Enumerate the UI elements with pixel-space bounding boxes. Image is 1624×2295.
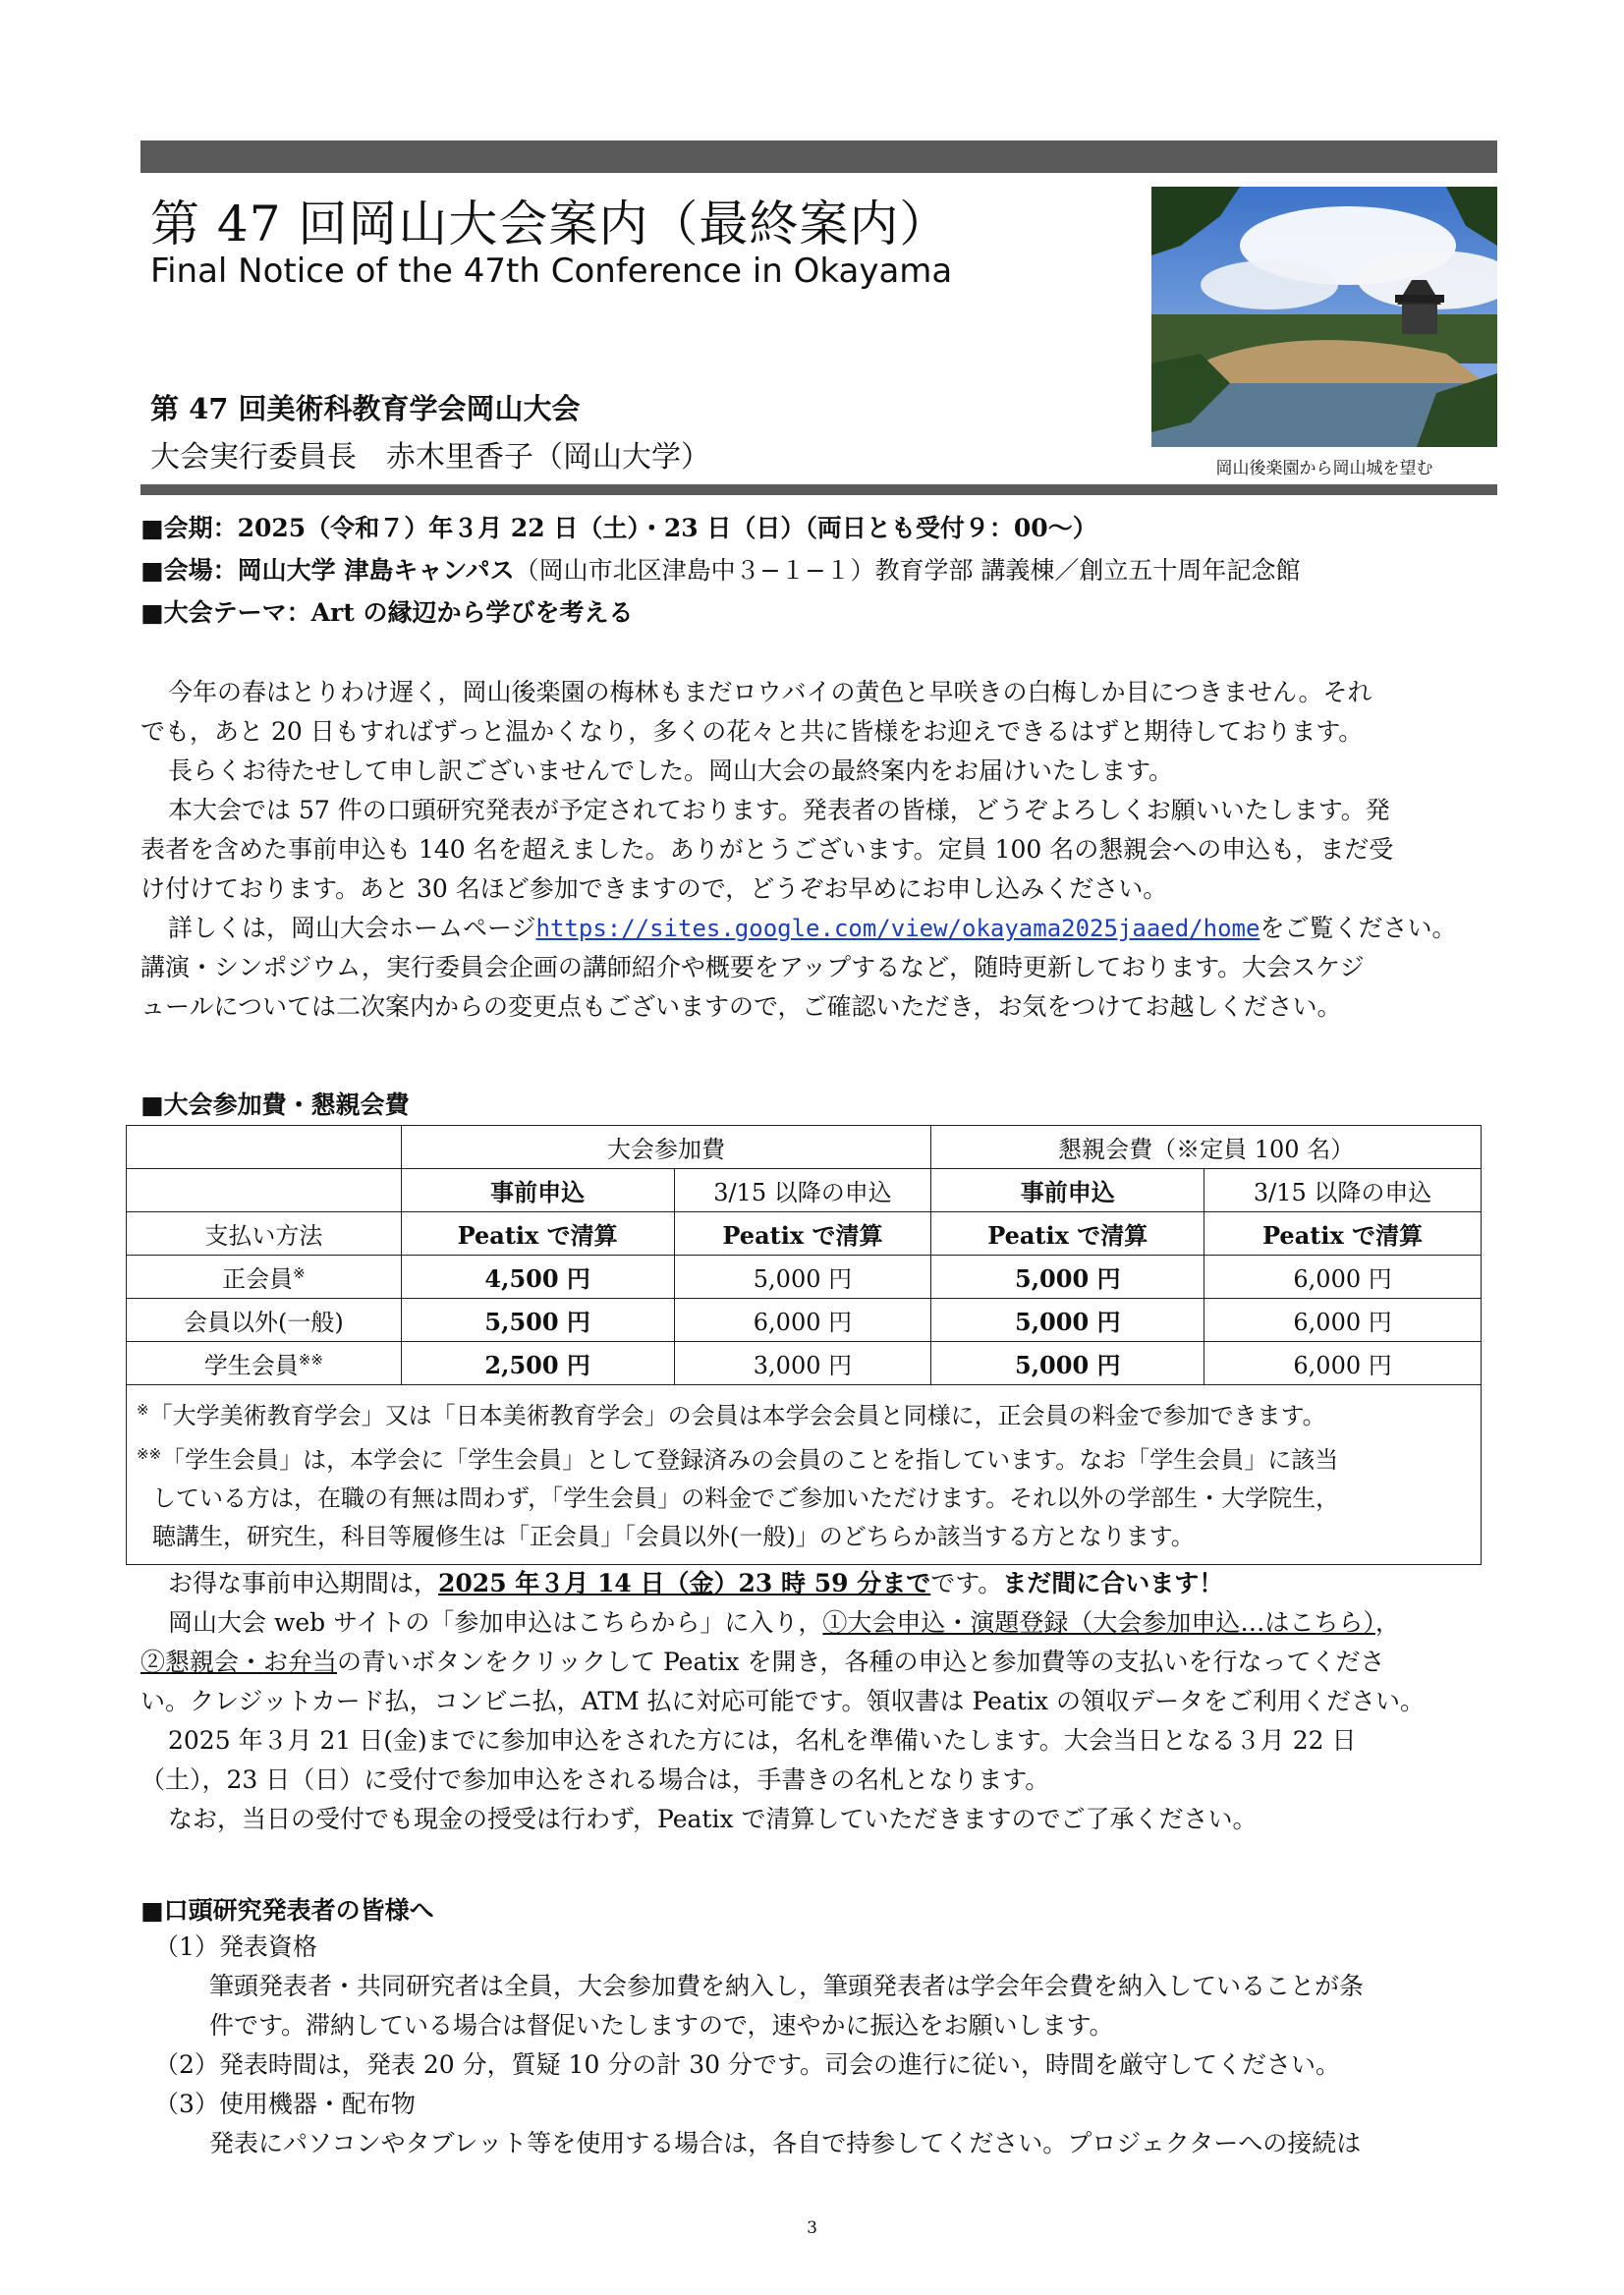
presenters-section-title: ■口頭研究発表者の皆様へ	[140, 1896, 434, 1925]
row-label: 学生会員※※	[127, 1342, 402, 1385]
conference-homepage-link[interactable]: https://sites.google.com/view/okayama2025jaaed/home	[535, 915, 1260, 942]
header-top-bar	[140, 140, 1497, 173]
col-early-reception: 事前申込	[931, 1169, 1204, 1212]
fee-value: 2,500 円	[401, 1342, 674, 1385]
header-bottom-bar	[140, 484, 1497, 495]
fee-value: 3,000 円	[674, 1342, 931, 1385]
row-label: 会員以外(一般)	[127, 1299, 402, 1342]
col-late-conference: 3/15 以降の申込	[674, 1169, 931, 1212]
table-row	[127, 1342, 1482, 1385]
fee-group-conference: 大会参加費	[401, 1126, 931, 1169]
early-deadline: 2025 年３月 14 日（金）23 時 59 分まで	[438, 1569, 931, 1597]
page-number: 3	[807, 2218, 817, 2238]
okayama-castle-photo	[1151, 187, 1497, 447]
fee-table	[126, 1125, 1482, 1565]
fee-value: 5,000 円	[931, 1256, 1204, 1299]
presenters-list: （1）発表資格 筆頭発表者・共同研究者は全員，大会参加費を納入し，筆頭発表者は学会年会費を納入していることが条 件です。滞納している場合は督促いたしますので，速やかに振込をお願いします。 （2）発表時間は，発表 20 分，質疑 10 分の計 30 分です。司会の進行に従い，時間を厳守してください。 （3）使用機器・配布物 発表にパソコンやタブレット等を使用する場合は，各自で持参してください。プロジェクターへの接続は	[154, 1932, 1365, 2157]
table-cell-empty	[127, 1126, 402, 1169]
table-row	[127, 1299, 1482, 1342]
fee-value: 5,500 円	[401, 1299, 674, 1342]
fee-notes: ※「大学美術教育学会」又は「日本美術教育学会」の会員は本学会会員と同様に，正会員の料金で参加できます。 ※※「学生会員」は，本学会に「学生会員」として登録済みの会員のことを指しています。なお「学生会員」に該当 している方は，在職の有無は問わず，「学生会員」の料金でご参加いただけます。それ以外の学部生・大学院生， 聴講生，研究生，科目等履修生は「正会員」「会員以外(一般)」のどちらか該当する方となります。	[127, 1385, 1482, 1565]
fee-value: 5,000 円	[931, 1342, 1204, 1385]
table-cell-empty	[127, 1169, 402, 1212]
fee-value: 6,000 円	[1204, 1299, 1482, 1342]
table-row	[127, 1126, 1482, 1169]
fees-section-title: ■大会参加費・懇親会費	[140, 1091, 410, 1119]
conference-registration-link[interactable]: ①大会申込・演題登録（大会参加申込…はこちら）	[822, 1608, 1375, 1637]
photo-caption: 岡山後楽園から岡山城を望む	[1215, 459, 1433, 478]
fee-value: 6,000 円	[1204, 1256, 1482, 1299]
fee-value: 5,000 円	[674, 1256, 931, 1299]
committee-chair: 大会実行委員長 赤木里香子（岡山大学）	[150, 440, 710, 475]
payment-method: Peatix で清算	[1204, 1212, 1482, 1256]
col-early-conference: 事前申込	[401, 1169, 674, 1212]
registration-paragraph: お得な事前申込期間は，2025 年３月 14 日（金）23 時 59 分までです。まだ間に合います！ 岡山大会 web サイトの「参加申込はこちらから」に入り，①大会申込・演題登録（大会参加申込…はこちら）， ②懇親会・お弁当の青いボタンをクリックして Peatix を開き，各種の申込と参加費等の支払いを行なってくださ い。クレジットカード払，コンビニ払，ATM 払に対応可能です。領収書は Peatix の領収データをご利用ください。 2025 年３月 21 日(金)までに参加申込をされた方には，名札を準備いたします。大会当日となる３月 22 日 （土），23 日（日）に受付で参加申込をされる場合は，手書きの名札となります。 なお，当日の受付でも現金の授受は行わず，Peatix で清算していただきますのでご了承ください。	[140, 1569, 1425, 1833]
row-label: 正会員※	[127, 1256, 402, 1299]
payment-method: Peatix で清算	[674, 1212, 931, 1256]
table-row	[127, 1385, 1482, 1565]
conference-name: 第 47 回美術科教育学会岡山大会	[150, 392, 581, 425]
fee-value: 6,000 円	[674, 1299, 931, 1342]
payment-method: Peatix で清算	[401, 1212, 674, 1256]
page-title: 第 47 回岡山大会案内（最終案内）	[150, 196, 950, 252]
page-subtitle-english: Final Notice of the 47th Conference in Okayama	[150, 252, 953, 291]
table-row	[127, 1169, 1482, 1212]
reception-registration-link[interactable]: ②懇親会・お弁当	[140, 1648, 338, 1676]
table-row	[127, 1256, 1482, 1299]
fee-value: 6,000 円	[1204, 1342, 1482, 1385]
info-venue: ■会場：岡山大学 津島キャンパス（岡山市北区津島中３−１−１）教育学部 講義棟／創立五十周年記念館	[140, 556, 1301, 585]
fee-value: 4,500 円	[401, 1256, 674, 1299]
col-late-reception: 3/15 以降の申込	[1204, 1169, 1482, 1212]
intro-paragraph: 今年の春はとりわけ遅く，岡山後楽園の梅林もまだロウバイの黄色と早咲きの白梅しか目につきません。それ でも，あと 20 日もすればずっと温かくなり，多くの花々と共に皆様をお迎えできるはずと期待しております。 長らくお待たせして申し訳ございませんでした。岡山大会の最終案内をお届けいたします。 本大会では 57 件の口頭研究発表が予定されております。発表者の皆様，どうぞよろしくお願いいたします。発 表者を含めた事前申込も 140 名を超えました。ありがとうございます。定員 100 名の懇親会への申込も，まだ受 け付けております。あと 30 名ほど参加できますので，どうぞお早めにお申し込みください。 詳しくは，岡山大会ホームページhttps://sites.google.com/view/okayama2025jaaed/homeをご覧ください。 講演・シンポジウム，実行委員会企画の講師紹介や概要をアップするなど，随時更新しております。大会スケジ ュールについては二次案内からの変更点もございますので，ご確認いただき，お気をつけてお越しください。	[140, 678, 1457, 1021]
payment-method-label: 支払い方法	[127, 1212, 402, 1256]
table-row	[127, 1212, 1482, 1256]
info-theme: ■大会テーマ：Art の縁辺から学びを考える	[140, 598, 634, 627]
info-period: ■会期：2025（令和７）年３月 22 日（土）・23 日（日）（両日とも受付９：00〜）	[140, 514, 1097, 542]
payment-method: Peatix で清算	[931, 1212, 1204, 1256]
fee-value: 5,000 円	[931, 1299, 1204, 1342]
fee-group-reception: 懇親会費（※定員 100 名）	[931, 1126, 1482, 1169]
